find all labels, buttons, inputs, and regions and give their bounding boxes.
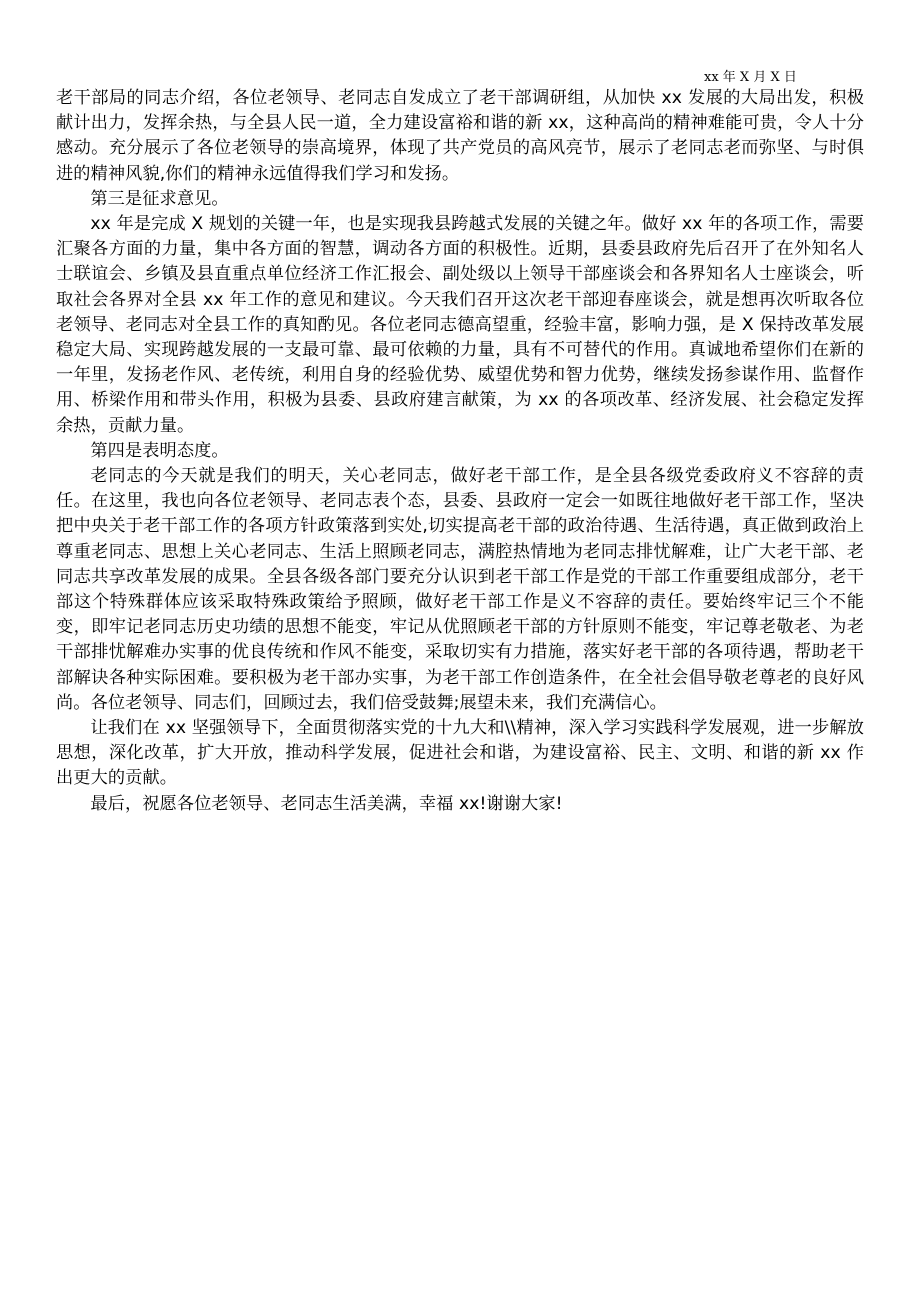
paragraph-closing: 最后，祝愿各位老领导、老同志生活美满，幸福 xx!谢谢大家! (90, 793, 563, 814)
paragraph-heading-third: 第三是征求意见。 (90, 188, 229, 209)
paragraph-state-attitude: 老同志的今天就是我们的明天，关心老同志，做好老干部工作，是全县各级党委政府义不容辞的责任。在这里，我也向各位老领导、老同志表个态，县委、县政府一定会一如既往地做好老干部工作，坚决把中央关于老干部工作的各项方针政策落到实处,切实提高老干部的政治待遇、生活待遇，真正做到政治上尊重老同志、思想上关心老同志、生活上照顾老同志，满腔热情地为老同志排忧解难，让广大老干部、老同志共享改革发展的成果。全县各级各部门要充分认识到老干部工作是党的干部工作重要组成部分，老干部这个特殊群体应该采取特殊政策给予照顾，做好老干部工作是义不容辞的责任。要始终牢记三个不能变，即牢记老同志历史功绩的思想不能变，牢记从优照顾老干部的方针原则不能变，牢记尊老敬老、为老干部排忧解难办实事的优良传统和作风不能变，采取切实有力措施，落实好老干部的各项待遇，帮助老干部解诀各种实际困难。要积极为老干部办实事，为老干部工作创造条件，在全社会倡导敬老尊老的良好风尚。各位老领导、同志们，回顾过去，我们倍受鼓舞;展望未来，我们充满信心。 (56, 466, 864, 713)
header-date: xx 年 X 月 X 日 (704, 70, 797, 85)
document-body (56, 86, 864, 817)
paragraph-call-to-action: 让我们在 xx 坚强领导下，全面贯彻落实党的十九大和\\精神，深入学习实践科学发展观，进一步解放思想，深化改革，扩大开放，推动科学发展，促进社会和谐，为建设富裕、民主、文明、和谐的新 xx 作出更大的贡献。 (56, 718, 864, 789)
paragraph-heading-fourth: 第四是表明态度。 (90, 440, 229, 461)
paragraph-solicit-opinions: xx 年是完成 X 规划的关键一年，也是实现我县跨越式发展的关键之年。做好 xx 年的各项工作，需要汇聚各方面的力量，集中各方面的智慧，调动各方面的积极性。近期，县委县政府先后召开了在外知名人士联谊会、乡镇及县直重点单位经济工作汇报会、副处级以上领导干部座谈会和各界知名人士座谈会，听取社会各界对全县 xx 年工作的意见和建议。今天我们召开这次老干部迎春座谈会，就是想再次听取各位老领导、老同志对全县工作的真知酌见。各位老同志德高望重，经验丰富，影响力强，是 X 保持改革发展稳定大局、实现跨越发展的一支最可靠、最可依赖的力量，具有不可替代的作用。真诚地希望你们在新的一年里，发扬老作风、老传统，利用自身的经验优势、威望优势和智力优势，继续发扬参谋作用、监督作用、桥梁作用和带头作用，积极为县委、县政府建言献策，为 xx 的各项改革、经济发展、社会稳定发挥余热，贡献力量。 (56, 214, 864, 436)
paragraph-intro: 老干部局的同志介绍，各位老领导、老同志自发成立了老干部调研组，从加快 xx 发展的大局出发，积极献计出力，发挥余热，与全县人民一道，全力建设富裕和谐的新 xx，这种高尚的精神难能可贵，令人十分感动。充分展示了各位老领导的崇高境界，体现了共产党员的高风亮节，展示了老同志老而弥坚、与时俱进的精神风貌,你们的精神永远值得我们学习和发扬。 (56, 88, 864, 184)
